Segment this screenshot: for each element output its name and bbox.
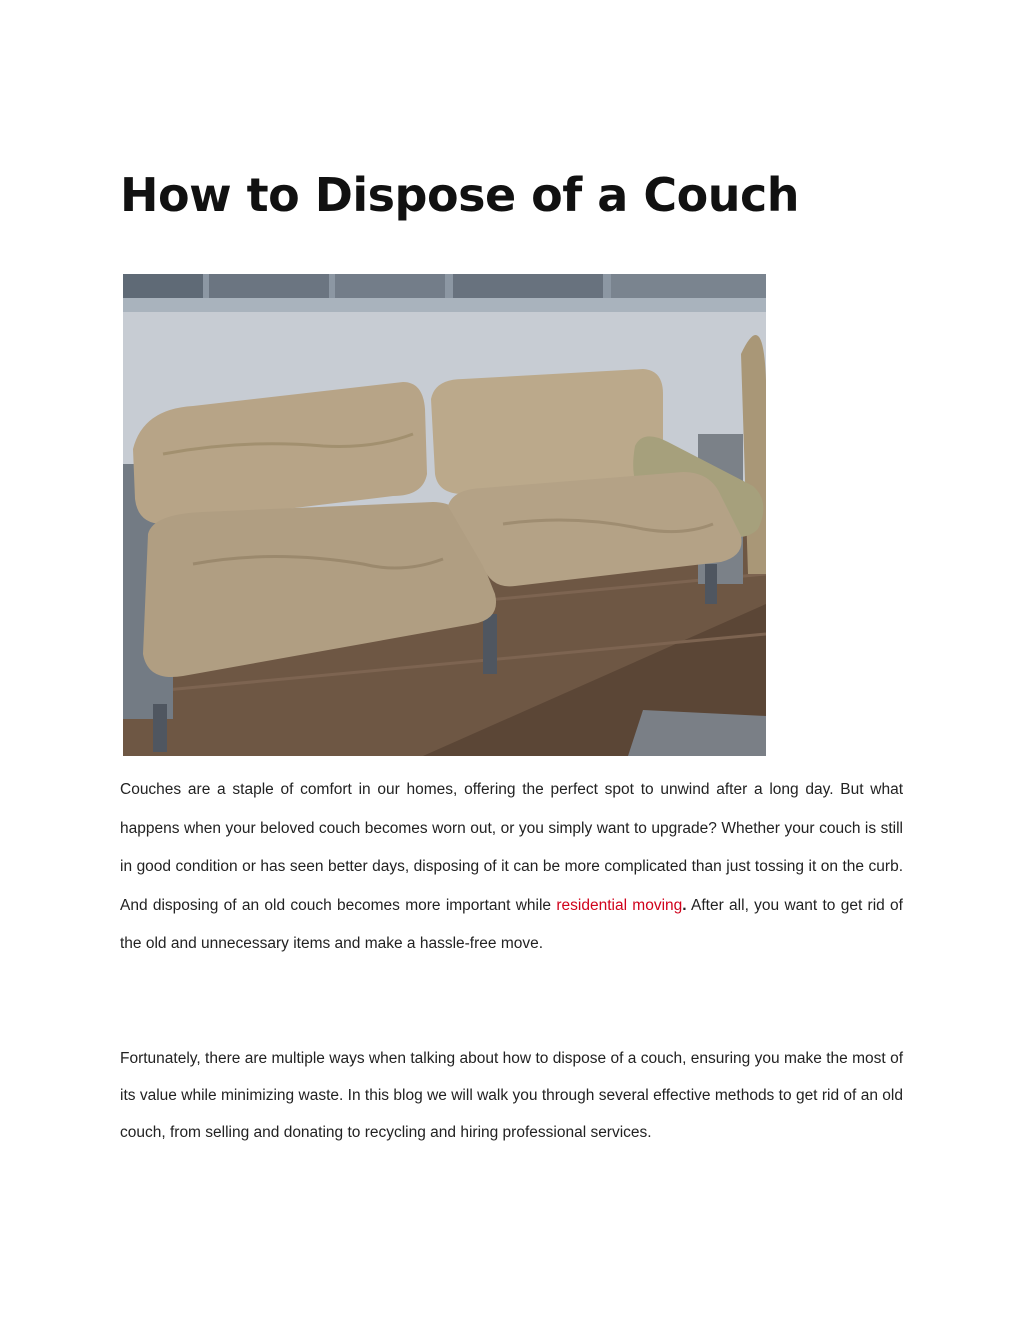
couch-leg <box>153 704 167 752</box>
window-pane <box>335 274 445 298</box>
back-cushion-right <box>431 369 663 494</box>
window-sill <box>123 298 766 312</box>
window-pane <box>453 274 603 298</box>
couch-photo <box>123 274 766 756</box>
table-corner <box>628 710 766 756</box>
residential-moving-link[interactable]: residential moving <box>556 896 683 914</box>
couch-leg <box>705 564 717 604</box>
page-title: How to Dispose of a Couch <box>120 168 799 222</box>
window-pane <box>123 274 203 298</box>
intro-paragraph-text: Couches are a staple of comfort in our homes, offering the perfect spot to unwind after a long day. But what happens when your beloved couch becomes worn out, or you simply want to upgrade? Whether your couch is still in good condition or has seen better days, disposing of it can be more complicated than just tossing it on the curb. And disposing of an old couch becomes more important while <box>120 781 903 914</box>
window-pane <box>209 274 329 298</box>
intro-paragraph-continuation: After all, you want to get rid of the old and unnecessary items and make a hassle-free move. <box>120 896 903 952</box>
intro-paragraph <box>120 771 903 964</box>
couch-leg <box>483 614 497 674</box>
methods-paragraph: Fortunately, there are multiple ways when talking about how to dispose of a couch, ensuring you make the most of its value while minimizing waste. In this blog we will walk you through several effective methods to get rid of an old couch, from selling and donating to recycling and hiring professional services. <box>120 1050 903 1141</box>
couch-photo-illustration <box>123 274 766 756</box>
sentence-period: . <box>682 896 687 914</box>
window-pane <box>611 274 766 298</box>
